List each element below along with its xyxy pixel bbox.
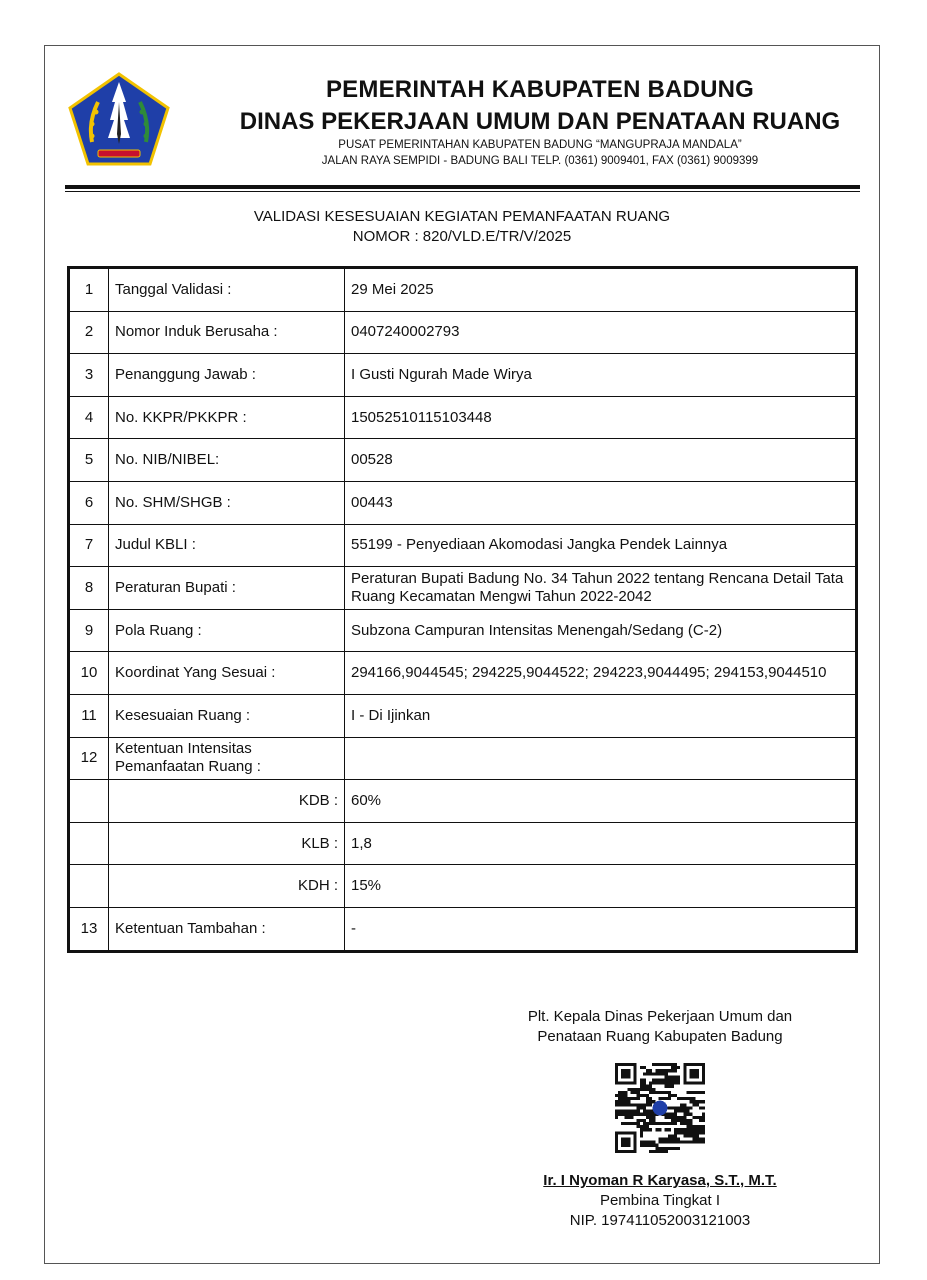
row-number: 2 (69, 311, 109, 354)
header-agency-name: DINAS PEKERJAAN UMUM DAN PENATAAN RUANG (239, 108, 841, 135)
row-value: I - Di Ijinkan (345, 694, 857, 737)
table-row (69, 311, 857, 354)
row-number (69, 865, 109, 908)
row-value: 15052510115103448 (345, 396, 857, 439)
row-value: 00443 (345, 481, 857, 524)
signer-position-line1: Plt. Kepala Dinas Pekerjaan Umum dan (527, 1008, 793, 1025)
table-row (69, 822, 857, 865)
row-number: 9 (69, 609, 109, 652)
table-row (69, 865, 857, 908)
row-number: 7 (69, 524, 109, 567)
validation-table (67, 266, 858, 953)
row-label: KDH : (109, 865, 345, 908)
row-value: Subzona Campuran Intensitas Menengah/Sedang (C-2) (345, 609, 857, 652)
row-label: Tanggal Validasi : (109, 268, 345, 312)
row-label: Kesesuaian Ruang : (109, 694, 345, 737)
row-value: - (345, 907, 857, 951)
row-label: Koordinat Yang Sesuai : (109, 652, 345, 695)
row-label: Judul KBLI : (109, 524, 345, 567)
row-label: Peraturan Bupati : (109, 567, 345, 610)
row-number: 4 (69, 396, 109, 439)
table-row (69, 354, 857, 397)
header-government-name: PEMERINTAH KABUPATEN BADUNG (325, 76, 755, 103)
row-label: No. SHM/SHGB : (109, 481, 345, 524)
row-label: Ketentuan Intensitas Pemanfaatan Ruang : (109, 737, 345, 780)
qr-code-icon (615, 1063, 705, 1153)
signer-position-line2: Penataan Ruang Kabupaten Badung (537, 1028, 783, 1045)
table-row (69, 652, 857, 695)
table-row (69, 268, 857, 312)
row-number: 10 (69, 652, 109, 695)
row-label: No. KKPR/PKKPR : (109, 396, 345, 439)
table-row (69, 524, 857, 567)
row-value: 15% (345, 865, 857, 908)
row-label: No. NIB/NIBEL: (109, 439, 345, 482)
table-row (69, 907, 857, 951)
row-value: 0407240002793 (345, 311, 857, 354)
row-label: Pola Ruang : (109, 609, 345, 652)
table-row (69, 439, 857, 482)
table-row (69, 481, 857, 524)
table-row (69, 567, 857, 610)
header-divider-thick (65, 185, 860, 189)
row-number: 8 (69, 567, 109, 610)
table-row (69, 609, 857, 652)
row-number: 1 (69, 268, 109, 312)
table-row (69, 396, 857, 439)
row-label: KDB : (109, 780, 345, 823)
row-number: 13 (69, 907, 109, 951)
row-value: Peraturan Bupati Badung No. 34 Tahun 2022 tentang Rencana Detail Tata Ruang Kecamatan Mengwi Tahun 2022-2042 (345, 567, 857, 610)
table-row (69, 694, 857, 737)
row-number: 3 (69, 354, 109, 397)
signer-name: Ir. I Nyoman R Karyasa, S.T., M.T. (543, 1172, 777, 1189)
table-row (69, 780, 857, 823)
row-value: 55199 - Penyediaan Akomodasi Jangka Pendek Lainnya (345, 524, 857, 567)
document-number: NOMOR : 820/VLD.E/TR/V/2025 (352, 228, 572, 245)
row-number: 5 (69, 439, 109, 482)
row-value (345, 737, 857, 780)
signer-nip: NIP. 197411052003121003 (569, 1212, 751, 1229)
row-value: 60% (345, 780, 857, 823)
row-value: 1,8 (345, 822, 857, 865)
row-label: Nomor Induk Berusaha : (109, 311, 345, 354)
badung-regency-emblem-icon (68, 72, 170, 166)
row-number: 12 (69, 737, 109, 780)
row-number (69, 780, 109, 823)
row-number: 11 (69, 694, 109, 737)
header-office-center: PUSAT PEMERINTAHAN KABUPATEN BADUNG “MANGUPRAJA MANDALA” (338, 139, 742, 151)
row-label: Penanggung Jawab : (109, 354, 345, 397)
row-value: I Gusti Ngurah Made Wirya (345, 354, 857, 397)
row-number: 6 (69, 481, 109, 524)
table-row (69, 737, 857, 780)
row-value: 29 Mei 2025 (345, 268, 857, 312)
document-title: VALIDASI KESESUAIAN KEGIATAN PEMANFAATAN RUANG (253, 208, 671, 225)
header-divider-thin (65, 191, 860, 192)
header-address: JALAN RAYA SEMPIDI - BADUNG BALI TELP. (0361) 9009401, FAX (0361) 9009399 (321, 155, 759, 167)
row-value: 294166,9044545; 294225,9044522; 294223,9044495; 294153,9044510 (345, 652, 857, 695)
row-label: Ketentuan Tambahan : (109, 907, 345, 951)
signer-rank: Pembina Tingkat I (599, 1192, 721, 1209)
row-value: 00528 (345, 439, 857, 482)
row-number (69, 822, 109, 865)
row-label: KLB : (109, 822, 345, 865)
